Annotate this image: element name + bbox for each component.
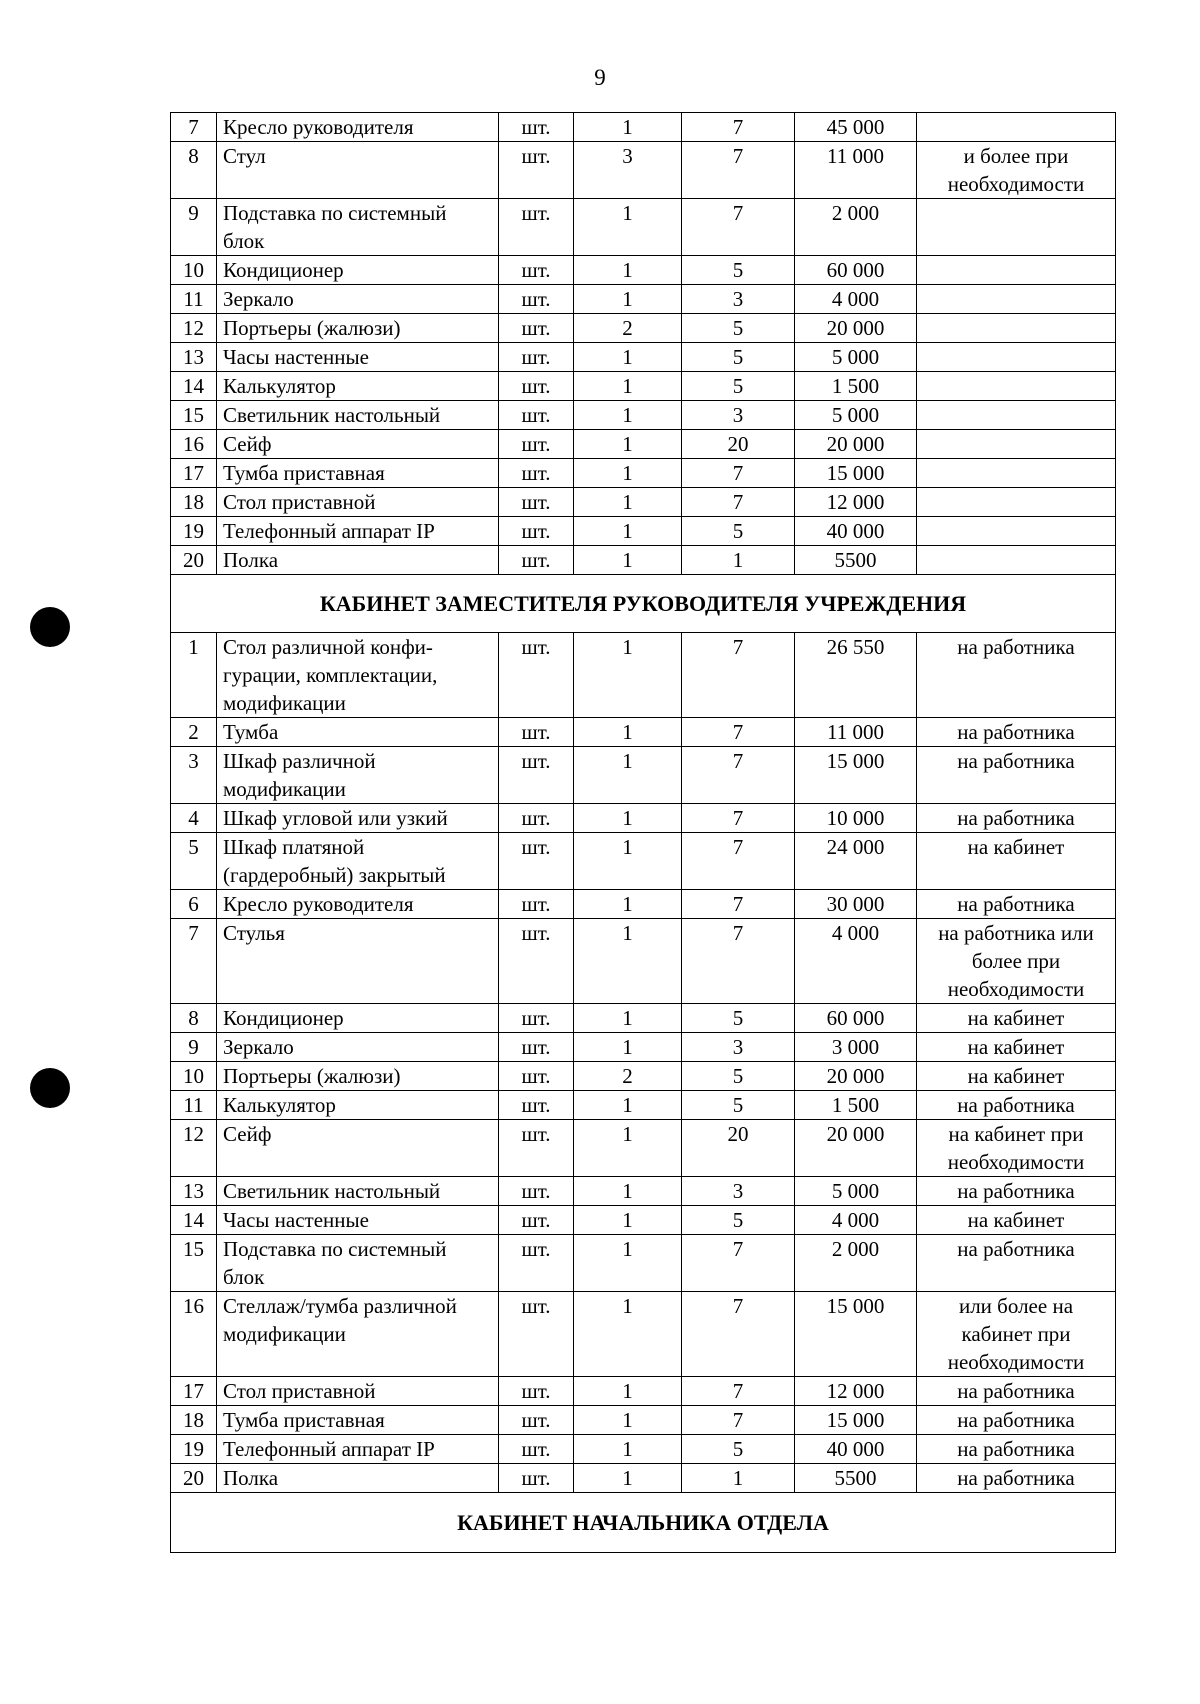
- quantity: 1: [574, 1177, 682, 1206]
- row-number: 18: [171, 1406, 217, 1435]
- table-row: [171, 1406, 1116, 1435]
- quantity: 2: [574, 314, 682, 343]
- table-row: [171, 718, 1116, 747]
- note: [917, 256, 1116, 285]
- price: 24 000: [795, 833, 917, 890]
- unit: шт.: [499, 804, 574, 833]
- quantity: 1: [574, 517, 682, 546]
- service-years: 5: [682, 1435, 795, 1464]
- note: на работника: [917, 747, 1116, 804]
- table-row: [171, 285, 1116, 314]
- table-row: [171, 747, 1116, 804]
- price: 40 000: [795, 517, 917, 546]
- note: [917, 401, 1116, 430]
- item-name: Стол различной конфи-гурации, комплектации, модификации: [217, 633, 499, 718]
- unit: шт.: [499, 1091, 574, 1120]
- table-row: [171, 430, 1116, 459]
- price: 11 000: [795, 142, 917, 199]
- row-number: 15: [171, 401, 217, 430]
- item-name: Кондиционер: [217, 256, 499, 285]
- unit: шт.: [499, 1004, 574, 1033]
- row-number: 12: [171, 314, 217, 343]
- service-years: 1: [682, 1464, 795, 1493]
- table-row: [171, 1091, 1116, 1120]
- item-name: Подставка по системный блок: [217, 199, 499, 256]
- unit: шт.: [499, 285, 574, 314]
- unit: шт.: [499, 256, 574, 285]
- unit: шт.: [499, 890, 574, 919]
- service-years: 5: [682, 1004, 795, 1033]
- price: 15 000: [795, 747, 917, 804]
- service-years: 7: [682, 199, 795, 256]
- item-name: Тумба: [217, 718, 499, 747]
- quantity: 1: [574, 1406, 682, 1435]
- row-number: 16: [171, 1292, 217, 1377]
- unit: шт.: [499, 1206, 574, 1235]
- unit: шт.: [499, 199, 574, 256]
- row-number: 19: [171, 517, 217, 546]
- price: 15 000: [795, 1406, 917, 1435]
- note: на работника: [917, 1235, 1116, 1292]
- row-number: 13: [171, 1177, 217, 1206]
- quantity: 1: [574, 256, 682, 285]
- table-row: [171, 488, 1116, 517]
- service-years: 1: [682, 546, 795, 575]
- item-name: Тумба приставная: [217, 1406, 499, 1435]
- note: на кабинет: [917, 1062, 1116, 1091]
- section-title-head: КАБИНЕТ НАЧАЛЬНИКА ОТДЕЛА: [171, 1493, 1116, 1553]
- note: [917, 343, 1116, 372]
- quantity: 1: [574, 718, 682, 747]
- quantity: 1: [574, 285, 682, 314]
- note: на кабинет при необходимости: [917, 1120, 1116, 1177]
- row-number: 8: [171, 1004, 217, 1033]
- unit: шт.: [499, 1120, 574, 1177]
- price: 15 000: [795, 1292, 917, 1377]
- row-number: 3: [171, 747, 217, 804]
- unit: шт.: [499, 1464, 574, 1493]
- row-number: 1: [171, 633, 217, 718]
- row-number: 13: [171, 343, 217, 372]
- price: 5500: [795, 546, 917, 575]
- price: 20 000: [795, 1120, 917, 1177]
- row-number: 9: [171, 1033, 217, 1062]
- quantity: 1: [574, 1435, 682, 1464]
- table-row: [171, 1033, 1116, 1062]
- note: [917, 546, 1116, 575]
- price: 30 000: [795, 890, 917, 919]
- quantity: 1: [574, 401, 682, 430]
- table-row: [171, 517, 1116, 546]
- item-name: Стул: [217, 142, 499, 199]
- price: 4 000: [795, 285, 917, 314]
- price: 45 000: [795, 113, 917, 142]
- price: 5500: [795, 1464, 917, 1493]
- price: 2 000: [795, 1235, 917, 1292]
- item-name: Зеркало: [217, 285, 499, 314]
- service-years: 3: [682, 285, 795, 314]
- price: 15 000: [795, 459, 917, 488]
- note: на работника: [917, 1464, 1116, 1493]
- item-name: Тумба приставная: [217, 459, 499, 488]
- row-number: 20: [171, 546, 217, 575]
- price: 20 000: [795, 1062, 917, 1091]
- note: на работника: [917, 1435, 1116, 1464]
- table-row: [171, 142, 1116, 199]
- item-name: Часы настенные: [217, 343, 499, 372]
- price: 1 500: [795, 372, 917, 401]
- unit: шт.: [499, 488, 574, 517]
- quantity: 1: [574, 747, 682, 804]
- item-name: Сейф: [217, 430, 499, 459]
- note: на кабинет: [917, 1004, 1116, 1033]
- table-row: [171, 1377, 1116, 1406]
- table-row: [171, 401, 1116, 430]
- price: 1 500: [795, 1091, 917, 1120]
- quantity: 1: [574, 1292, 682, 1377]
- row-number: 2: [171, 718, 217, 747]
- service-years: 7: [682, 113, 795, 142]
- table-row: [171, 1177, 1116, 1206]
- service-years: 3: [682, 401, 795, 430]
- table-row: [171, 314, 1116, 343]
- note: на работника: [917, 1377, 1116, 1406]
- item-name: Шкаф платяной (гардеробный) закрытый: [217, 833, 499, 890]
- row-number: 14: [171, 372, 217, 401]
- table-row: [171, 343, 1116, 372]
- quantity: 1: [574, 633, 682, 718]
- item-name: Телефонный аппарат IP: [217, 517, 499, 546]
- unit: шт.: [499, 1435, 574, 1464]
- service-years: 3: [682, 1177, 795, 1206]
- row-number: 5: [171, 833, 217, 890]
- unit: шт.: [499, 1062, 574, 1091]
- unit: шт.: [499, 113, 574, 142]
- quantity: 1: [574, 343, 682, 372]
- price: 60 000: [795, 1004, 917, 1033]
- price: 20 000: [795, 314, 917, 343]
- punch-hole-mark: [30, 607, 70, 647]
- section-title-deputy: КАБИНЕТ ЗАМЕСТИТЕЛЯ РУКОВОДИТЕЛЯ УЧРЕЖДЕНИЯ: [171, 575, 1116, 633]
- row-number: 17: [171, 1377, 217, 1406]
- head-section: [171, 1493, 1116, 1553]
- note: [917, 113, 1116, 142]
- table-row: [171, 919, 1116, 1004]
- row-number: 12: [171, 1120, 217, 1177]
- table-row: [171, 372, 1116, 401]
- service-years: 5: [682, 314, 795, 343]
- note: [917, 372, 1116, 401]
- service-years: 5: [682, 343, 795, 372]
- unit: шт.: [499, 343, 574, 372]
- item-name: Шкаф различной модификации: [217, 747, 499, 804]
- item-name: Кондиционер: [217, 1004, 499, 1033]
- service-years: 7: [682, 633, 795, 718]
- row-number: 19: [171, 1435, 217, 1464]
- item-name: Часы настенные: [217, 1206, 499, 1235]
- item-name: Полка: [217, 546, 499, 575]
- note: на работника: [917, 1177, 1116, 1206]
- note: на работника: [917, 890, 1116, 919]
- item-name: Калькулятор: [217, 372, 499, 401]
- item-name: Зеркало: [217, 1033, 499, 1062]
- item-name: Стеллаж/тумба различной модификации: [217, 1292, 499, 1377]
- quantity: 1: [574, 459, 682, 488]
- page-number: 9: [594, 65, 606, 90]
- punch-hole-mark: [30, 1068, 70, 1108]
- note: и более при необходимости: [917, 142, 1116, 199]
- item-name: Полка: [217, 1464, 499, 1493]
- item-name: Телефонный аппарат IP: [217, 1435, 499, 1464]
- quantity: 1: [574, 1091, 682, 1120]
- unit: шт.: [499, 401, 574, 430]
- executive-office-rows: [171, 113, 1116, 575]
- price: 4 000: [795, 1206, 917, 1235]
- row-number: 7: [171, 113, 217, 142]
- table-row: [171, 546, 1116, 575]
- price: 10 000: [795, 804, 917, 833]
- price: 11 000: [795, 718, 917, 747]
- note: [917, 517, 1116, 546]
- service-years: 7: [682, 1406, 795, 1435]
- service-years: 7: [682, 890, 795, 919]
- note: на кабинет: [917, 833, 1116, 890]
- quantity: 1: [574, 804, 682, 833]
- item-name: Подставка по системный блок: [217, 1235, 499, 1292]
- quantity: 1: [574, 488, 682, 517]
- quantity: 1: [574, 372, 682, 401]
- row-number: 16: [171, 430, 217, 459]
- item-name: Портьеры (жалюзи): [217, 314, 499, 343]
- service-years: 7: [682, 1292, 795, 1377]
- service-years: 5: [682, 372, 795, 401]
- quantity: 1: [574, 1377, 682, 1406]
- quantity: 1: [574, 430, 682, 459]
- table-row: [171, 1120, 1116, 1177]
- unit: шт.: [499, 546, 574, 575]
- price: 3 000: [795, 1033, 917, 1062]
- price: 4 000: [795, 919, 917, 1004]
- table-row: [171, 459, 1116, 488]
- row-number: 9: [171, 199, 217, 256]
- table-row: [171, 1004, 1116, 1033]
- note: на работника: [917, 718, 1116, 747]
- row-number: 10: [171, 1062, 217, 1091]
- price: 5 000: [795, 1177, 917, 1206]
- quantity: 1: [574, 1235, 682, 1292]
- row-number: 17: [171, 459, 217, 488]
- quantity: 1: [574, 1206, 682, 1235]
- item-name: Светильник настольный: [217, 1177, 499, 1206]
- quantity: 1: [574, 833, 682, 890]
- note: на работника: [917, 633, 1116, 718]
- service-years: 5: [682, 256, 795, 285]
- table-row: [171, 633, 1116, 718]
- deputy-office-rows: [171, 633, 1116, 1493]
- table-row: [171, 1235, 1116, 1292]
- unit: шт.: [499, 833, 574, 890]
- inventory-table: [170, 112, 1116, 1553]
- quantity: 1: [574, 890, 682, 919]
- unit: шт.: [499, 633, 574, 718]
- note: на работника: [917, 1406, 1116, 1435]
- note: [917, 459, 1116, 488]
- item-name: Стулья: [217, 919, 499, 1004]
- item-name: Стол приставной: [217, 488, 499, 517]
- row-number: 11: [171, 1091, 217, 1120]
- item-name: Сейф: [217, 1120, 499, 1177]
- price: 26 550: [795, 633, 917, 718]
- item-name: Кресло руководителя: [217, 113, 499, 142]
- row-number: 20: [171, 1464, 217, 1493]
- service-years: 7: [682, 459, 795, 488]
- service-years: 7: [682, 718, 795, 747]
- price: 12 000: [795, 488, 917, 517]
- table-row: [171, 1062, 1116, 1091]
- unit: шт.: [499, 517, 574, 546]
- price: 2 000: [795, 199, 917, 256]
- note: на работника или более при необходимости: [917, 919, 1116, 1004]
- row-number: 7: [171, 919, 217, 1004]
- unit: шт.: [499, 747, 574, 804]
- quantity: 1: [574, 199, 682, 256]
- unit: шт.: [499, 314, 574, 343]
- unit: шт.: [499, 1033, 574, 1062]
- quantity: 3: [574, 142, 682, 199]
- price: 60 000: [795, 256, 917, 285]
- service-years: 20: [682, 430, 795, 459]
- service-years: 3: [682, 1033, 795, 1062]
- item-name: Калькулятор: [217, 1091, 499, 1120]
- table-row: [171, 804, 1116, 833]
- note: [917, 285, 1116, 314]
- note: на кабинет: [917, 1206, 1116, 1235]
- table-row: [171, 1292, 1116, 1377]
- unit: шт.: [499, 142, 574, 199]
- quantity: 1: [574, 1120, 682, 1177]
- note: [917, 430, 1116, 459]
- deputy-section: [171, 575, 1116, 633]
- price: 5 000: [795, 401, 917, 430]
- unit: шт.: [499, 1292, 574, 1377]
- table-row: [171, 113, 1116, 142]
- note: на работника: [917, 1091, 1116, 1120]
- price: 5 000: [795, 343, 917, 372]
- service-years: 7: [682, 488, 795, 517]
- row-number: 4: [171, 804, 217, 833]
- quantity: 1: [574, 1033, 682, 1062]
- item-name: Стол приставной: [217, 1377, 499, 1406]
- item-name: Портьеры (жалюзи): [217, 1062, 499, 1091]
- note: [917, 488, 1116, 517]
- row-number: 15: [171, 1235, 217, 1292]
- unit: шт.: [499, 372, 574, 401]
- note: на кабинет: [917, 1033, 1116, 1062]
- service-years: 7: [682, 747, 795, 804]
- note: или более на кабинет при необходимости: [917, 1292, 1116, 1377]
- unit: шт.: [499, 1177, 574, 1206]
- quantity: 1: [574, 1004, 682, 1033]
- unit: шт.: [499, 430, 574, 459]
- price: 20 000: [795, 430, 917, 459]
- quantity: 1: [574, 1464, 682, 1493]
- table-row: [171, 1435, 1116, 1464]
- item-name: Шкаф угловой или узкий: [217, 804, 499, 833]
- service-years: 7: [682, 142, 795, 199]
- item-name: Кресло руководителя: [217, 890, 499, 919]
- service-years: 7: [682, 833, 795, 890]
- price: 12 000: [795, 1377, 917, 1406]
- row-number: 6: [171, 890, 217, 919]
- unit: шт.: [499, 1406, 574, 1435]
- service-years: 7: [682, 804, 795, 833]
- note: [917, 314, 1116, 343]
- table-row: [171, 890, 1116, 919]
- table-row: [171, 1206, 1116, 1235]
- section-row: [171, 1493, 1116, 1553]
- quantity: 2: [574, 1062, 682, 1091]
- table-row: [171, 1464, 1116, 1493]
- unit: шт.: [499, 718, 574, 747]
- unit: шт.: [499, 1377, 574, 1406]
- service-years: 7: [682, 1235, 795, 1292]
- note: на работника: [917, 804, 1116, 833]
- row-number: 11: [171, 285, 217, 314]
- table-row: [171, 199, 1116, 256]
- price: 40 000: [795, 1435, 917, 1464]
- quantity: 1: [574, 546, 682, 575]
- service-years: 5: [682, 517, 795, 546]
- service-years: 5: [682, 1206, 795, 1235]
- item-name: Светильник настольный: [217, 401, 499, 430]
- row-number: 8: [171, 142, 217, 199]
- service-years: 5: [682, 1091, 795, 1120]
- unit: шт.: [499, 1235, 574, 1292]
- row-number: 14: [171, 1206, 217, 1235]
- section-row: [171, 575, 1116, 633]
- service-years: 20: [682, 1120, 795, 1177]
- table-row: [171, 256, 1116, 285]
- table-row: [171, 833, 1116, 890]
- note: [917, 199, 1116, 256]
- service-years: 7: [682, 1377, 795, 1406]
- service-years: 5: [682, 1062, 795, 1091]
- unit: шт.: [499, 459, 574, 488]
- row-number: 18: [171, 488, 217, 517]
- row-number: 10: [171, 256, 217, 285]
- service-years: 7: [682, 919, 795, 1004]
- unit: шт.: [499, 919, 574, 1004]
- quantity: 1: [574, 919, 682, 1004]
- quantity: 1: [574, 113, 682, 142]
